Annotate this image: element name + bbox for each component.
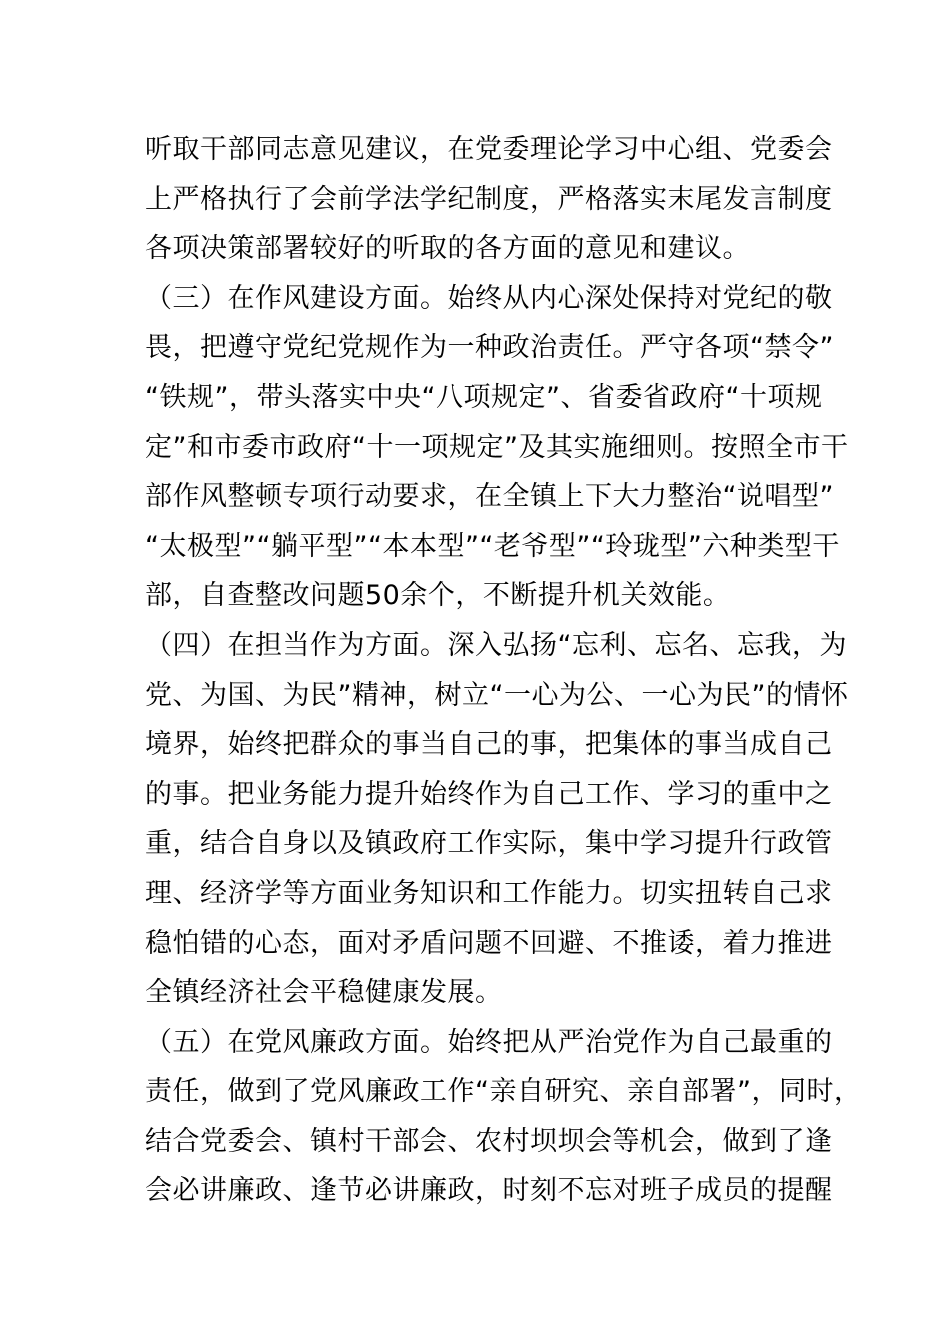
section-heading-line: （三）在作风建设方面。始终从内心深处保持对党纪的敬 <box>145 282 833 314</box>
text-line: 全镇经济社会平稳健康发展。 <box>145 977 503 1009</box>
text-line: 部，自查整改问题50余个，不断提升机关效能。 <box>145 580 731 612</box>
document-body <box>145 125 862 1216</box>
text-line: 部作风整顿专项行动要求，在全镇上下大力整治“说唱型” <box>145 481 834 513</box>
text-line: 的事。把业务能力提升始终作为自己工作、学习的重中之 <box>145 778 833 810</box>
text-line: 上严格执行了会前学法学纪制度，严格落实末尾发言制度 <box>145 183 833 215</box>
text-line: 党、为国、为民”精神，树立“一心为公、一心为民”的情怀 <box>145 679 849 711</box>
text-line: 定”和市委市政府“十一项规定”及其实施细则。按照全市干 <box>145 431 849 463</box>
text-line: 畏，把遵守党纪党规作为一种政治责任。严守各项“禁令” <box>145 332 834 364</box>
text-line: 结合党委会、镇村干部会、农村坝坝会等机会，做到了逢 <box>145 1125 833 1157</box>
text-line: 理、经济学等方面业务知识和工作能力。切实扭转自己求 <box>145 877 833 909</box>
text-line: 稳怕错的心态，面对矛盾问题不回避、不推诿，着力推进 <box>145 927 833 959</box>
text-line: 责任，做到了党风廉政工作“亲自研究、亲自部署”，同时， <box>145 1076 862 1108</box>
section-heading-line: （四）在担当作为方面。深入弘扬“忘利、忘名、忘我，为 <box>145 629 847 661</box>
text-line: 各项决策部署较好的听取的各方面的意见和建议。 <box>145 233 750 265</box>
text-line: 会必讲廉政、逢节必讲廉政，时刻不忘对班子成员的提醒 <box>145 1175 833 1207</box>
text-line: “铁规”，带头落实中央“八项规定”、省委省政府“十项规 <box>145 381 823 413</box>
text-line: 听取干部同志意见建议，在党委理论学习中心组、党委会 <box>145 134 833 165</box>
text-line: 境界，始终把群众的事当自己的事，把集体的事当成自己 <box>145 729 833 761</box>
text-line: 重，结合自身以及镇政府工作实际，集中学习提升行政管 <box>145 828 833 860</box>
section-heading-line: （五）在党风廉政方面。始终把从严治党作为自己最重的 <box>145 1026 833 1058</box>
text-line: “太极型”“躺平型”“本本型”“老爷型”“玲珑型”六种类型干 <box>145 530 840 562</box>
